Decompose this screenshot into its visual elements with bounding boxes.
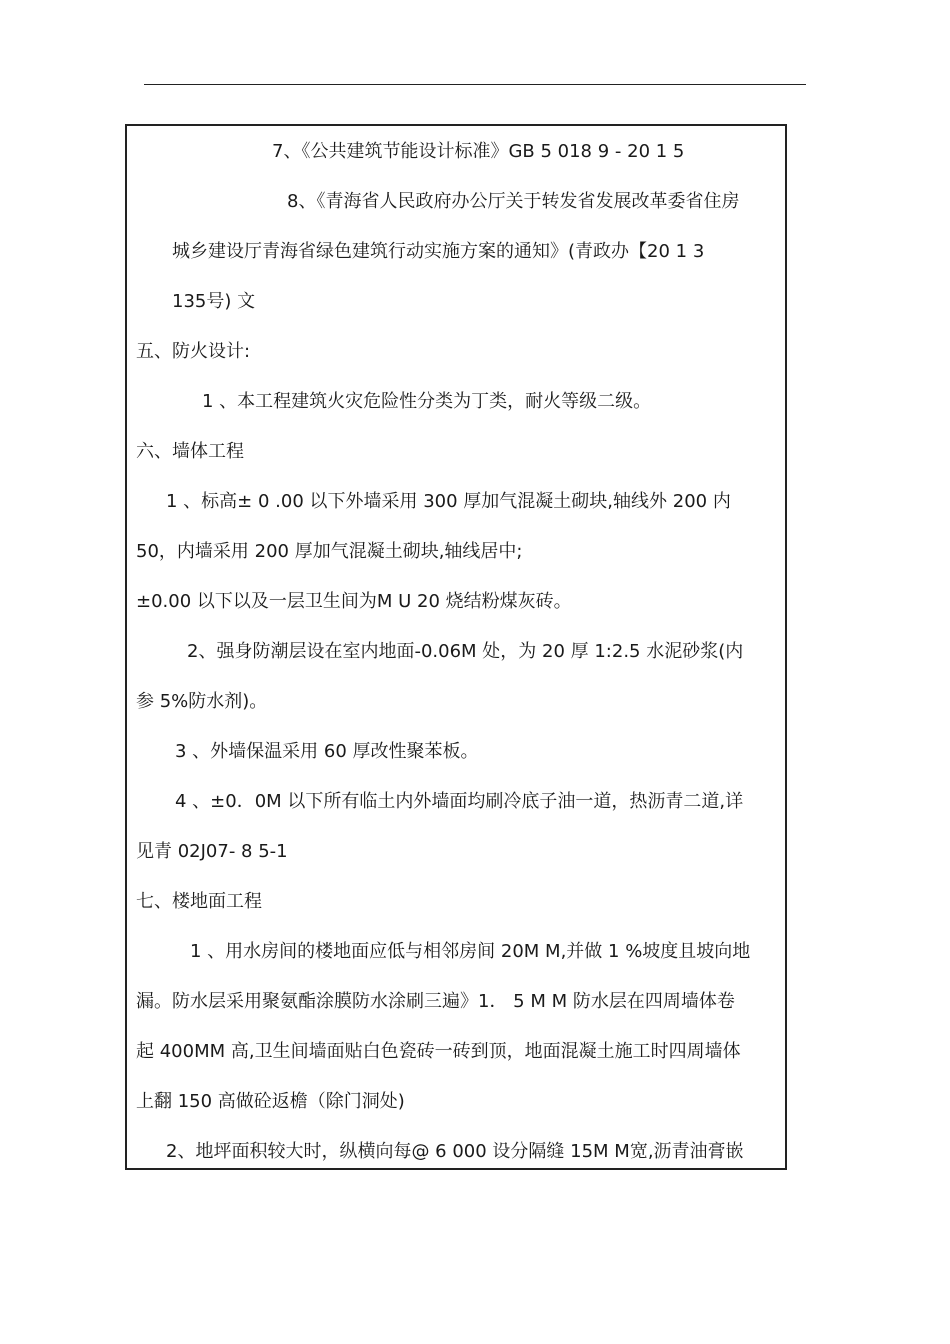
- floor-item-2: 2、地坪面积较大时，纵横向每@ 6 000 设分隔缝 15M M宽,沥青油膏嵌: [166, 1141, 744, 1162]
- section-heading-fire-design: 五、防火设计:: [136, 341, 251, 362]
- floor-item-1-end: 上翻 150 高做砼返檐（除门洞处): [136, 1091, 405, 1112]
- reference-item-8-continued: 城乡建设厅青海省绿色建筑行动实施方案的通知》(青政办【20 1 3: [172, 241, 705, 262]
- wall-item-4: 4 、±0．0M 以下所有临土内外墙面均刷冷底子油一道，热沥青二道,详: [175, 791, 744, 812]
- wall-item-1-note: ±0.00 以下以及一层卫生间为M U 20 烧结粉煤灰砖。: [136, 591, 572, 612]
- floor-item-1-continued: 漏。防水层采用聚氨酯涂膜防水涂刷三遍》1． 5 M M 防水层在四周墙体卷: [136, 991, 735, 1012]
- section-heading-floor-works: 七、楼地面工程: [136, 891, 262, 912]
- reference-item-8-end: 135号) 文: [172, 291, 256, 312]
- floor-item-1-continued-2: 起 400MM 高,卫生间墙面贴白色瓷砖一砖到顶，地面混凝土施工时四周墙体: [136, 1041, 741, 1062]
- wall-item-3: 3 、外墙保温采用 60 厚改性聚苯板。: [175, 741, 479, 762]
- wall-item-4-continued: 见青 02J07- 8 5-1: [136, 841, 288, 862]
- floor-item-1: 1 、用水房间的楼地面应低与相邻房间 20M M,并做 1 %坡度且坡向地: [190, 941, 751, 962]
- header-rule: [144, 84, 806, 85]
- fire-design-item-1: 1 、本工程建筑火灾危险性分类为丁类，耐火等级二级。: [202, 391, 652, 412]
- reference-item-8: 8、《青海省人民政府办公厅关于转发省发展改革委省住房: [287, 191, 740, 212]
- wall-item-2-continued: 参 5%防水剂)。: [136, 691, 268, 712]
- wall-item-2: 2、强身防潮层设在室内地面-0.06M 处，为 20 厚 1:2.5 水泥砂浆(内: [187, 641, 744, 662]
- wall-item-1-continued: 50，内墙采用 200 厚加气混凝土砌块,轴线居中;: [136, 541, 523, 562]
- reference-item-7: 7、《公共建筑节能设计标准》GB 5 018 9 - 20 1 5: [272, 141, 685, 162]
- section-heading-wall-works: 六、墙体工程: [136, 441, 244, 462]
- wall-item-1: 1 、标高± 0 .00 以下外墙采用 300 厚加气混凝土砌块,轴线外 200 内: [166, 491, 731, 512]
